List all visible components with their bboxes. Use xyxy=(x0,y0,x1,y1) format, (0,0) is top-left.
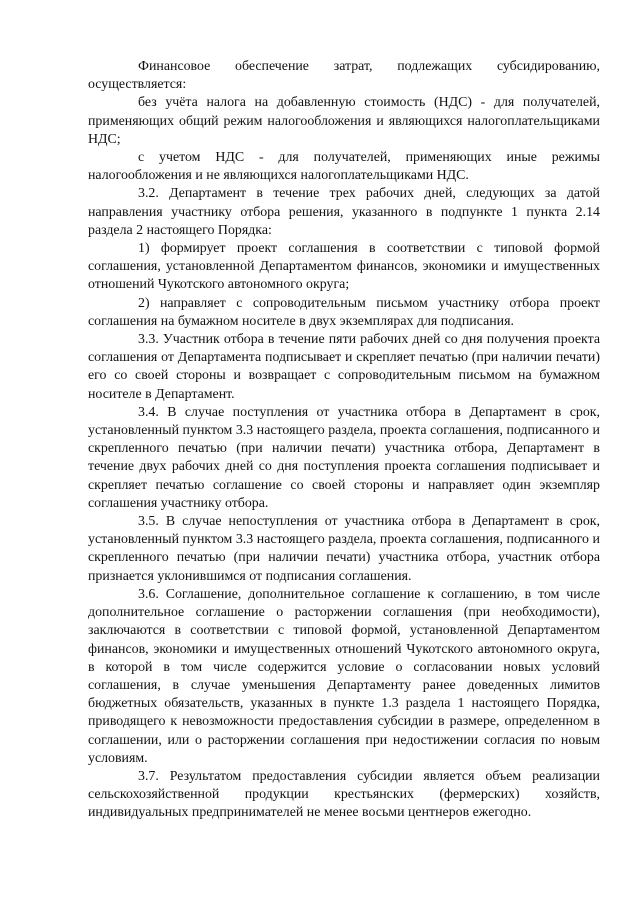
paragraph-with-vat: с учетом НДС - для получателей, применяющих иные режимы налогообложения и не являющихся налогоплательщиками НДС. xyxy=(88,150,600,184)
paragraph-clause-3-3: 3.3. Участник отбора в течение пяти рабочих дней со дня получения проекта соглашения от Департамента подписывает и скрепляет печатью (при наличии печати) его со своей стороны и возвращает с сопроводительным письмом на бумажном носителе в Департамент. xyxy=(88,332,600,402)
paragraph-clause-3-2-item-2: 2) направляет с сопроводительным письмом участнику отбора проект соглашения на бумажном носителе в двух экземплярах для подписания. xyxy=(88,295,600,329)
paragraph-without-vat: без учёта налога на добавленную стоимость (НДС) - для получателей, применяющих общий режим налогообложения и являющихся налогоплательщиками НДС; xyxy=(88,95,600,147)
paragraph-clause-3-6: 3.6. Соглашение, дополнительное соглашение к соглашению, в том числе дополнительное соглашение о расторжении соглашения (при необходимости), заключаются в соответствии с типовой формой, установленной Департаментом финансов, экономики и имущественных отношений Чукотского автономного округа, в которой в том числе содержится условие о согласовании новых условий соглашения, в случае уменьшения Департаменту ранее доведенных лимитов бюджетных обязательств, указанных в пункте 1.3 раздела 1 настоящего Порядка, приводящего к невозможности предоставления субсидии в размере, определенном в соглашении, или о расторжении соглашения при недостижении согласия по новым условиям. xyxy=(88,586,600,766)
paragraph-clause-3-5: 3.5. В случае непоступления от участника отбора в Департамент в срок, установленный пунктом 3.3 настоящего раздела, проекта соглашения, подписанного и скрепленного печатью (при наличии печати) участника отбора, участник отбора признается уклонившимся от подписания соглашения. xyxy=(88,514,600,584)
paragraph-clause-3-2-item-1: 1) формирует проект соглашения в соответствии с типовой формой соглашения, установленной Департаментом финансов, экономики и имущественных отношений Чукотского автономного округа; xyxy=(88,241,600,293)
paragraph-clause-3-4: 3.4. В случае поступления от участника отбора в Департамент в срок, установленный пунктом 3.3 настоящего раздела, проекта соглашения, подписанного и скрепленного печатью (при наличии печати) участника отбора, Департамент в течение двух рабочих дней со дня поступления проекта соглашения подписывает и скрепляет печатью соглашение со своей стороны и направляет один экземпляр соглашения участнику отбора. xyxy=(88,404,600,511)
paragraph-financing-intro: Финансовое обеспечение затрат, подлежащих субсидированию, осуществляется: xyxy=(88,59,600,93)
paragraph-clause-3-7: 3.7. Результатом предоставления субсидии является объем реализации сельскохозяйственной продукции крестьянских (фермерских) хозяйств, индивидуальных предпринимателей не менее восьми центнеров ежегодно. xyxy=(88,768,600,821)
paragraph-clause-3-2: 3.2. Департамент в течение трех рабочих дней, следующих за датой направления участнику отбора решения, указанного в подпункте 1 пункта 2.14 раздела 2 настоящего Порядка: xyxy=(88,186,600,238)
